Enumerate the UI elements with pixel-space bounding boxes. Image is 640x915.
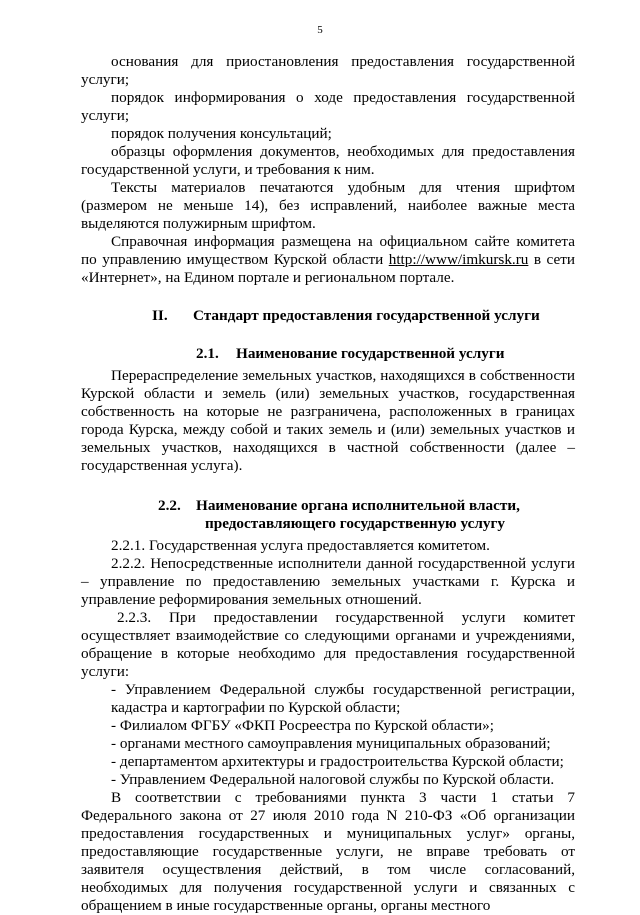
subsection-number: 2.2. [158, 497, 181, 514]
federal-law-paragraph: В соответствии с требованиями пункта 3 части 1 статьи 7 Федерального закона от 27 июля 2010 года N 210-ФЗ «Об организации предоставления государственных и муниципальных услуг» органы, предоставляющие государственные услуги, не вправе требовать от заявителя осуществления действий, в том числе согласований, необходимых для получения государственной услуги и связанных с обращением в иные государственные органы, органы местного [81, 789, 575, 914]
section-title: Стандарт предоставления государственной услуги [193, 307, 540, 324]
subsection-number: 2.1. [196, 345, 219, 362]
list-item: - департаментом архитектуры и градостроительства Курской области; [111, 753, 564, 770]
subsection-title-line1: Наименование органа исполнительной власти, [196, 497, 520, 514]
list-item: - Управлением Федеральной службы государственной регистрации, кадастра и картографии по Курской области; [111, 681, 575, 716]
page-number: 5 [317, 24, 323, 36]
section-number: II. [152, 307, 168, 324]
section-heading [81, 307, 575, 325]
reference-info-paragraph [81, 233, 575, 287]
subsection-title: Наименование государственной услуги [236, 345, 505, 362]
intro-paragraph: порядок информирования о ходе предоставления государственной услуги; [81, 89, 575, 124]
list-item: - Филиалом ФГБУ «ФКП Росреестра по Курской области»; [111, 717, 494, 734]
paragraph-2-2-2: 2.2.2. Непосредственные исполнители данной государственной услуги – управление по предоставлению земельных участками г. Курска и управление реформирования земельных отношений. [81, 555, 575, 608]
intro-paragraph: образцы оформления документов, необходимых для предоставления государственной услуги, и требования к ним. [81, 143, 575, 178]
committee-website-link[interactable]: http://www/imkursk.ru [388, 251, 529, 268]
subsection-heading-2-2 [81, 497, 575, 533]
reference-text: Справочная информация размещена на официальном сайте комитета по управлению имуществом Курской области [81, 233, 575, 268]
list-item: - органами местного самоуправления муниципальных образований; [111, 735, 551, 752]
paragraph-2-2-3: 2.2.3. При предоставлении государственной услуги комитет осуществляет взаимодействие со следующими органами и учреждениями, обращение в которые необходимо для предоставления государственной услуги: [81, 609, 575, 680]
service-name-paragraph: Перераспределение земельных участков, находящихся в собственности Курской области и земель (или) земельных участков, государственная собственность на которые не разграничена, расположенных в границах города Курска, между собой и таких земель и (или) земельных участков и земельных участков, находящихся в частной собственности (далее – государственная услуга). [81, 367, 575, 474]
paragraph-2-2-1: 2.2.1. Государственная услуга предоставляется комитетом. [111, 537, 490, 554]
page-content [81, 53, 575, 915]
reference-text-end: в сети «Интернет», на Едином портале и региональном портале. [81, 251, 575, 286]
subsection-heading-2-1 [81, 345, 575, 363]
list-item: - Управлением Федеральной налоговой службы по Курской области. [111, 771, 555, 788]
intro-paragraph: основания для приостановления предоставления государственной услуги; [81, 53, 575, 88]
intro-paragraph: порядок получения консультаций; [111, 125, 332, 142]
subsection-title-line2: предоставляющего государственную услугу [205, 515, 505, 532]
intro-paragraph: Тексты материалов печатаются удобным для чтения шрифтом (размером не меньше 14), без исправлений, наиболее важные места выделяются полужирным шрифтом. [81, 179, 575, 232]
